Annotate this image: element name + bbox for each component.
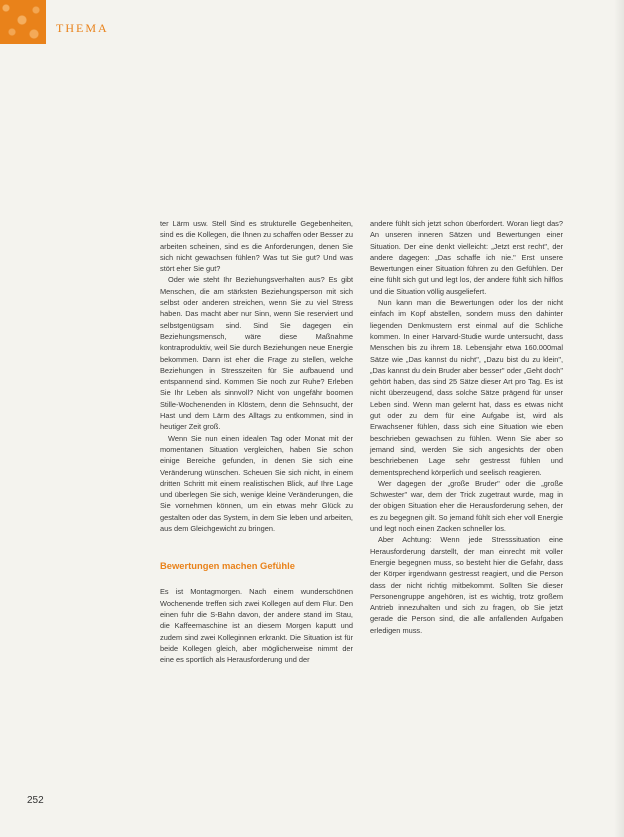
left-paragraph-2: Oder wie steht Ihr Beziehungsverhalten aus? Es gibt Menschen, die am stärksten Beziehungsperson mit sich selbst oder anderen streichen, wenn Sie zu viel Stress haben. Das macht aber nur Sinn, wenn Sie reserviert und selbstgenügsam sind. Sind Sie dagegen ein Beziehungsmensch, wäre diese Maßnahme kontraproduktiv, weil Sie durch Beziehungen neue Energie bekommen. Dann ist eher die Frage zu stellen, welche Beziehungen in Stresszeiten für Sie aufbauend und entspannend sind. Kommen Sie noch zur Ruhe? Erleben Sie Ihr Leben als sinnvoll? Nicht von ungefähr boomen Stille-Wochenenden in Klöstern, denn die Sehnsucht, der Hast und dem Lärm des Alltags zu entkommen, sind in heutiger Zeit groß. [160,275,353,432]
page-number: 252 [27,795,44,806]
section-label: THEMA [56,21,109,35]
subheading: Bewertungen machen Gefühle [160,560,295,572]
left-column [160,218,353,665]
left-paragraph-3: Wenn Sie nun einen idealen Tag oder Monat mit der momentanen Situation vergleichen, haben Sie schon einige Bereiche gefunden, in denen Sie sich eine Veränderung wünschen. Scheuen Sie sich nicht, in einem dritten Schritt mit einem realistischen Blick, auf Ihre Lage und überlegen Sie sich, wenige kleine Veränderungen, die Sie vornehmen können, um ein etwas mehr Glück zu gestalten oder das System, in dem Sie leben und arbeiten, aus dem Gleichgewicht zu bringen. [160,433,353,534]
right-paragraph-2: Nun kann man die Bewertungen oder los der nicht einfach im Kopf abstellen, sondern muss den dahinter liegenden Denkmustern erst einmal auf die Schliche kommen. In einer Harvard-Studie wurde untersucht, dass Menschen bis zu ihrem 18. Lebensjahr etwa 160.000mal Sätze wie „Das kannst du nicht", „Dazu bist du zu klein", „Das kannst du dein Bruder aber besser" oder „Geht doch" gehört haben, das sind 25 Sätze dieser Art pro Tag. Es ist nicht überzeugend, dass solche Sätze prägend für unser Leben sind. Wenn man gelernt hat, dass es etwas nicht gut oder zu dem für eine Aufgabe ist, wird als Erwachsener fühlen, dass sich eine Situation wie eben beschrieben gewachsen zu fühlen. Wenn Sie aber so jemand sind, werden Sie sich angesichts der oben beschriebenen Lage sehr gestresst fühlen und dementsprechend körperlich und seelisch reagieren. [370,298,563,477]
page-edge-shadow [614,0,624,837]
left-paragraph-1: ter Lärm usw. Stell Sind es strukturelle Gegebenheiten, sind es die Kollegen, die Ihnen zu schaffen oder Besser zu arbeiten scheinen, sind es die Anforderungen, denen Sie sich nicht gewachsen fühlen? Was tut Sie gut? Und was stört eher Sie gut? [160,219,353,274]
right-column [370,218,563,636]
corner-decoration [0,0,46,44]
right-paragraph-3: Wer dagegen der „große Bruder" oder die „große Schwester" war, dem der Trick zugetraut wurde, mag in der obigen Situation eher die Herausforderung sehen, der es zu begegnen gilt. So jemand fühlt sich eher voll Energie und legt noch einen Zacken schneller los. [370,478,563,534]
left-paragraph-4: Es ist Montagmorgen. Nach einem wunderschönen Wochenende treffen sich zwei Kollegen auf dem Flur. Den einen fuhr die S-Bahn davon, der andere stand im Stau, die Kaffeemaschine ist an diesem Morgen kaputt und zudem sind zwei Kolleginnen erkrankt. Die Situation ist für beide Kollegen gleich, aber möglicherweise nimmt der eine es sportlich als Herausforderung und der [160,587,353,665]
right-paragraph-1: andere fühlt sich jetzt schon überfordert. Woran liegt das? An unseren inneren Sätzen und Bewertungen einer Situation. Der eine denkt vielleicht: „Jetzt erst recht", der andere dagegen: „Das schaffe ich nie." Erst unsere Bewertungen einer Situation führen zu den Gefühlen. Der eine fühlt sich gut und legt los, der andere fühlt sich hilflos und die Situation völlig ausgeliefert. [370,219,563,296]
right-paragraph-4: Aber Achtung: Wenn jede Stresssituation eine Herausforderung darstellt, der man einrecht mit voller Energie begegnen muss, so besteht hier die Gefahr, dass der Körper irgendwann gestresst reagiert, und die Person dass der nicht richtig mitbekommt. Sollten Sie dieser Personengruppe angehören, ist es wichtig, trotz großem Antrieb innezuhalten und sich zu fragen, ob Sie jetzt gerade die Person sind, die alle anfallenden Aufgaben erledigen muss. [370,535,563,635]
